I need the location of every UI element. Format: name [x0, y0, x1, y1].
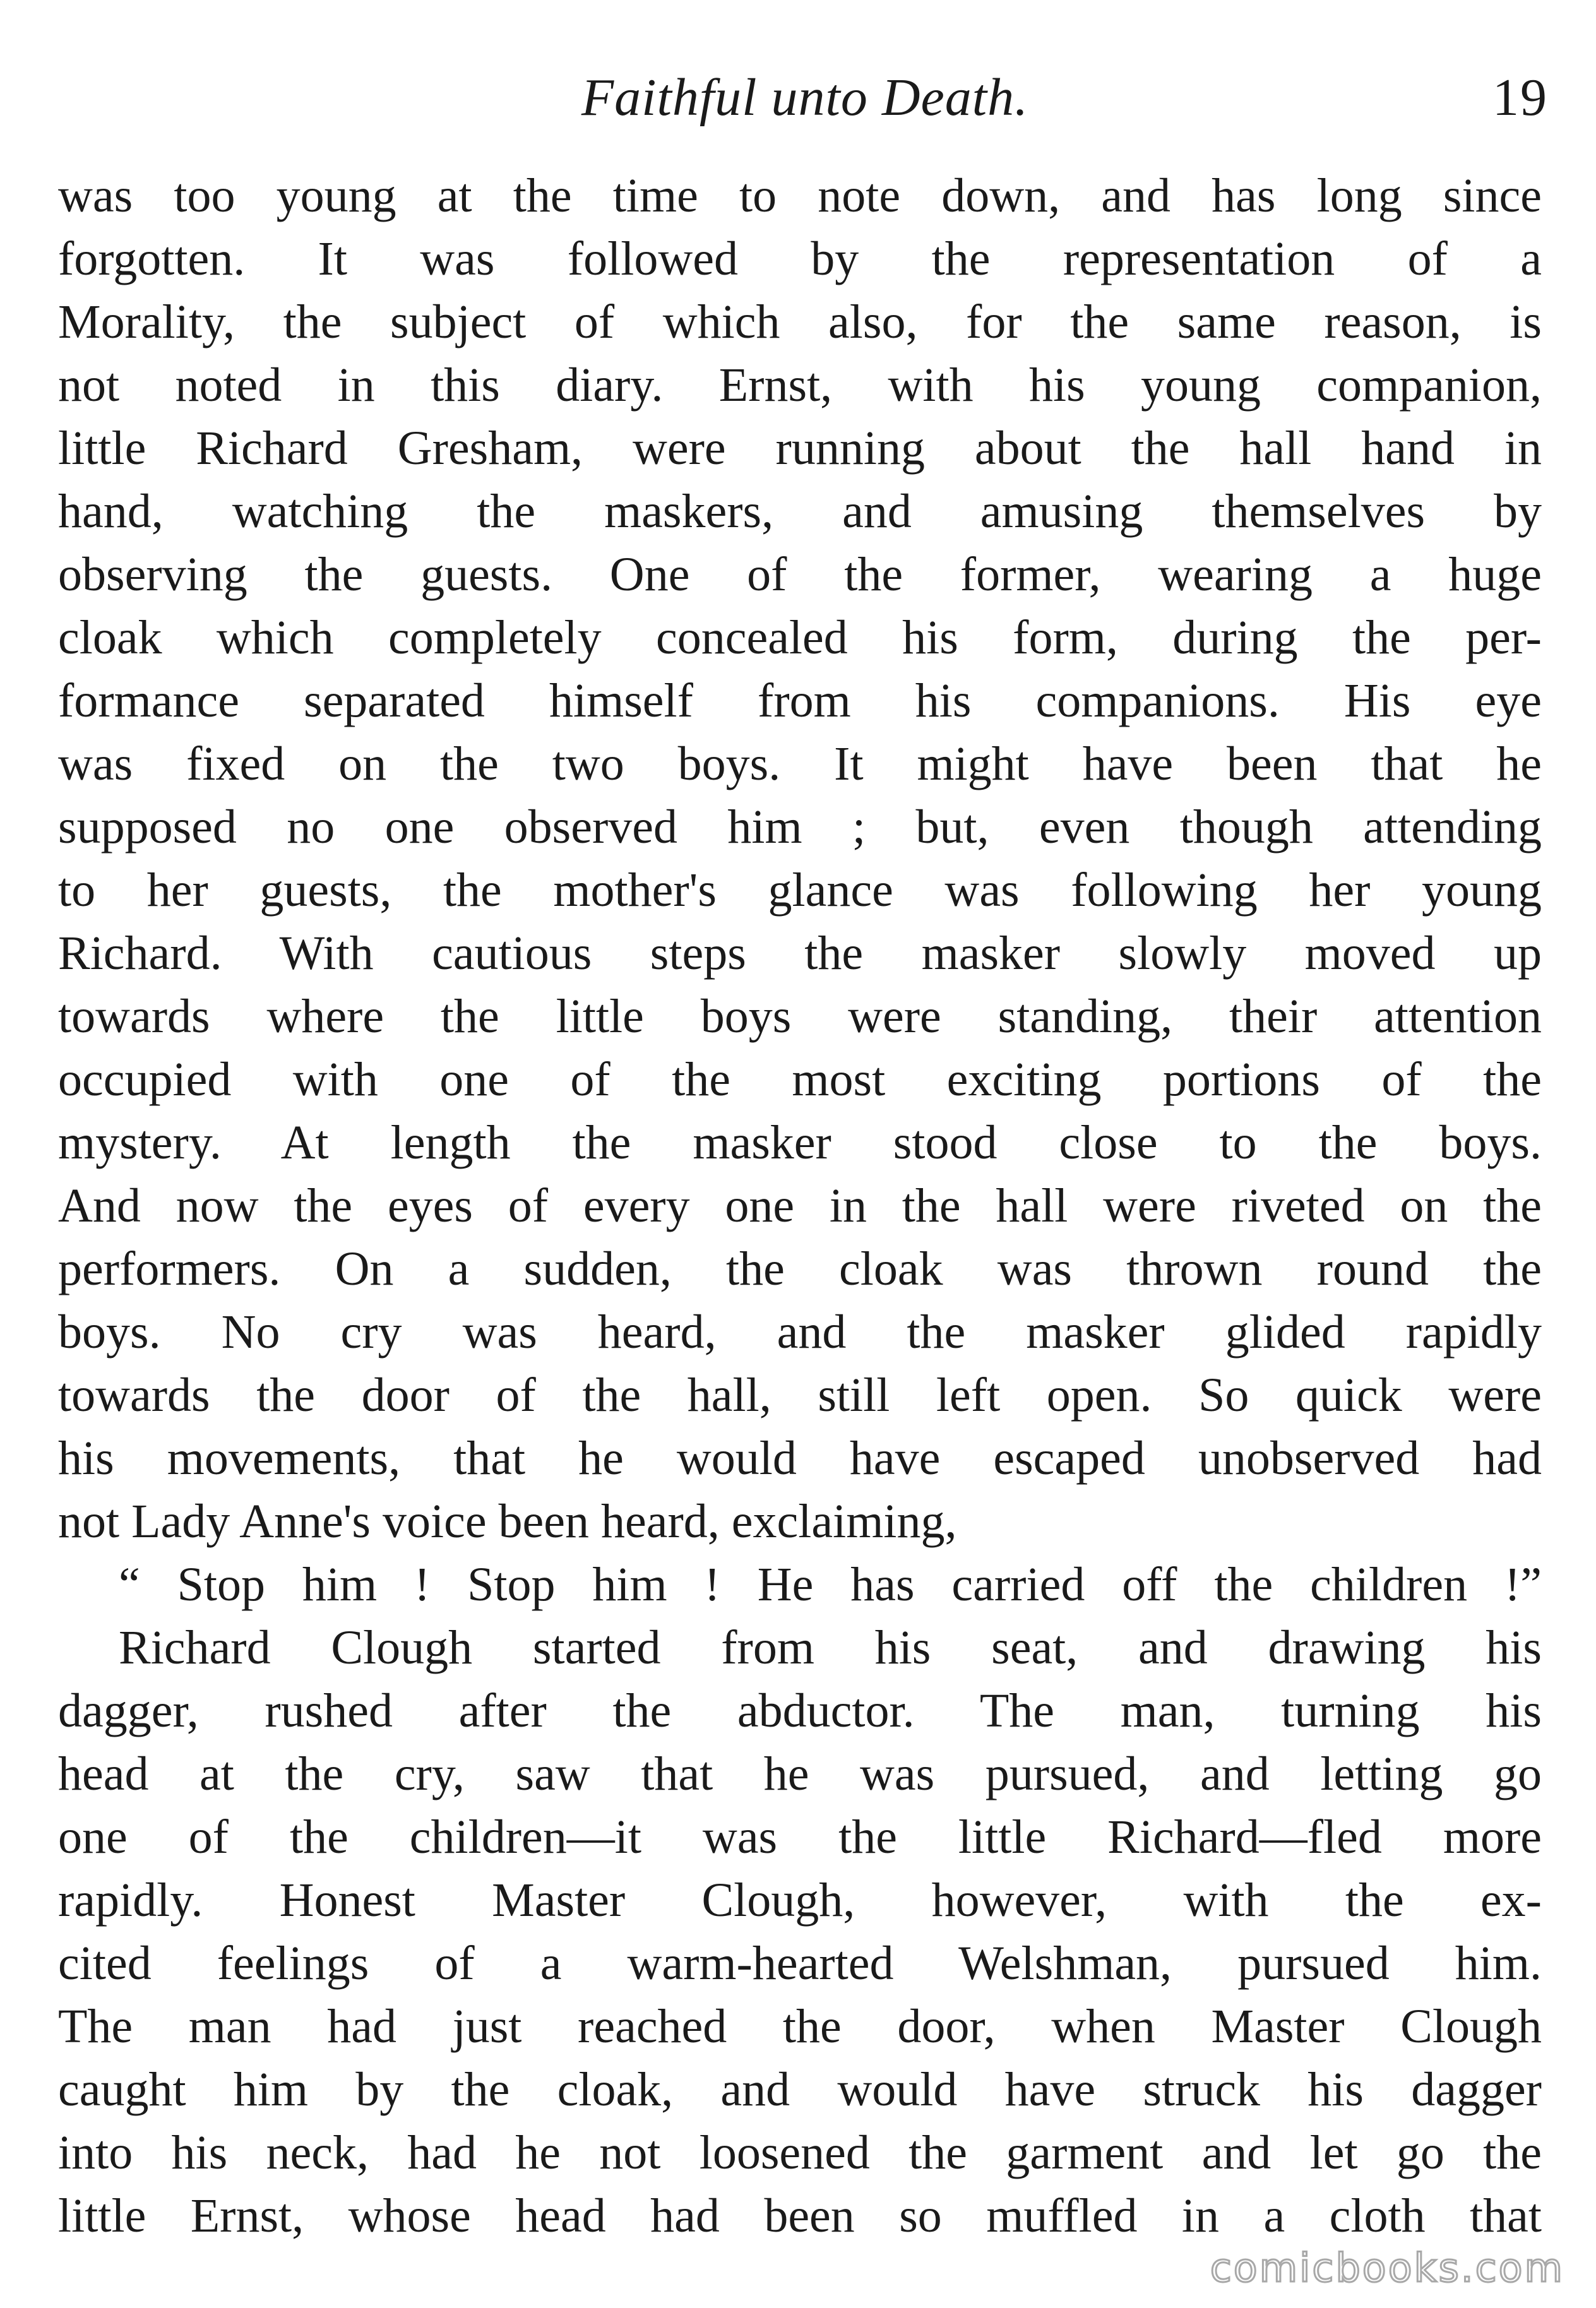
- text-line: into his neck, had he not loosened the garment and let go the: [58, 2126, 1542, 2179]
- text-line: his movements, that he would have escaped unobserved had: [58, 1432, 1542, 1485]
- text-line: supposed no one observed him ; but, even though attending: [58, 800, 1542, 854]
- body-text: [58, 164, 1542, 2247]
- running-header: [57, 60, 1553, 136]
- text-line: little Ernst, whose head had been so muffled in a cloth that: [58, 2189, 1542, 2242]
- text-line: Morality, the subject of which also, for the same reason, is: [58, 295, 1542, 348]
- text-line: was too young at the time to note down, and has long since: [58, 169, 1542, 222]
- text-line: cited feelings of a warm-hearted Welshman, pursued him.: [58, 1937, 1542, 1990]
- text-line: The man had just reached the door, when Master Clough: [58, 2000, 1542, 2053]
- text-line: one of the children—it was the little Richard—fled more: [58, 1811, 1542, 1864]
- text-line: performers. On a sudden, the cloak was thrown round the: [58, 1242, 1542, 1295]
- text-line: cloak which completely concealed his form, during the per-: [58, 611, 1542, 664]
- watermark: comicbooks.com: [1210, 2245, 1564, 2291]
- text-line: not noted in this diary. Ernst, with his young companion,: [58, 359, 1542, 412]
- text-line: towards the door of the hall, still left open. So quick were: [58, 1369, 1542, 1422]
- text-line: was fixed on the two boys. It might have been that he: [58, 737, 1542, 790]
- text-line: forgotten. It was followed by the representation of a: [58, 232, 1542, 285]
- text-line: And now the eyes of every one in the hall were riveted on the: [58, 1179, 1542, 1232]
- text-line: Richard Clough started from his seat, and drawing his: [119, 1621, 1542, 1674]
- text-line: Richard. With cautious steps the masker slowly moved up: [58, 927, 1542, 980]
- text-line: head at the cry, saw that he was pursued, and letting go: [58, 1747, 1542, 1800]
- text-line: dagger, rushed after the abductor. The man, turning his: [58, 1684, 1542, 1737]
- text-line: not Lady Anne's voice been heard, exclaiming,: [58, 1495, 957, 1548]
- text-line-quote: “ Stop him ! Stop him ! He has carried off the children !”: [119, 1558, 1542, 1611]
- page-title: Faithful unto Death.: [581, 68, 1029, 127]
- text-line: boys. No cry was heard, and the masker glided rapidly: [58, 1306, 1542, 1359]
- text-line: observing the guests. One of the former, wearing a huge: [58, 548, 1542, 601]
- text-line: caught him by the cloak, and would have struck his dagger: [58, 2063, 1542, 2116]
- page-number: 19: [1492, 68, 1548, 127]
- text-line: hand, watching the maskers, and amusing themselves by: [58, 485, 1542, 538]
- text-line: towards where the little boys were standing, their attention: [58, 990, 1542, 1043]
- text-line: formance separated himself from his companions. His eye: [58, 674, 1542, 727]
- text-line: rapidly. Honest Master Clough, however, with the ex-: [58, 1874, 1542, 1927]
- text-line: mystery. At length the masker stood close to the boys.: [58, 1116, 1542, 1169]
- text-line: to her guests, the mother's glance was following her young: [58, 864, 1542, 917]
- text-line: little Richard Gresham, were running about the hall hand in: [58, 422, 1542, 475]
- text-line: occupied with one of the most exciting portions of the: [58, 1053, 1542, 1106]
